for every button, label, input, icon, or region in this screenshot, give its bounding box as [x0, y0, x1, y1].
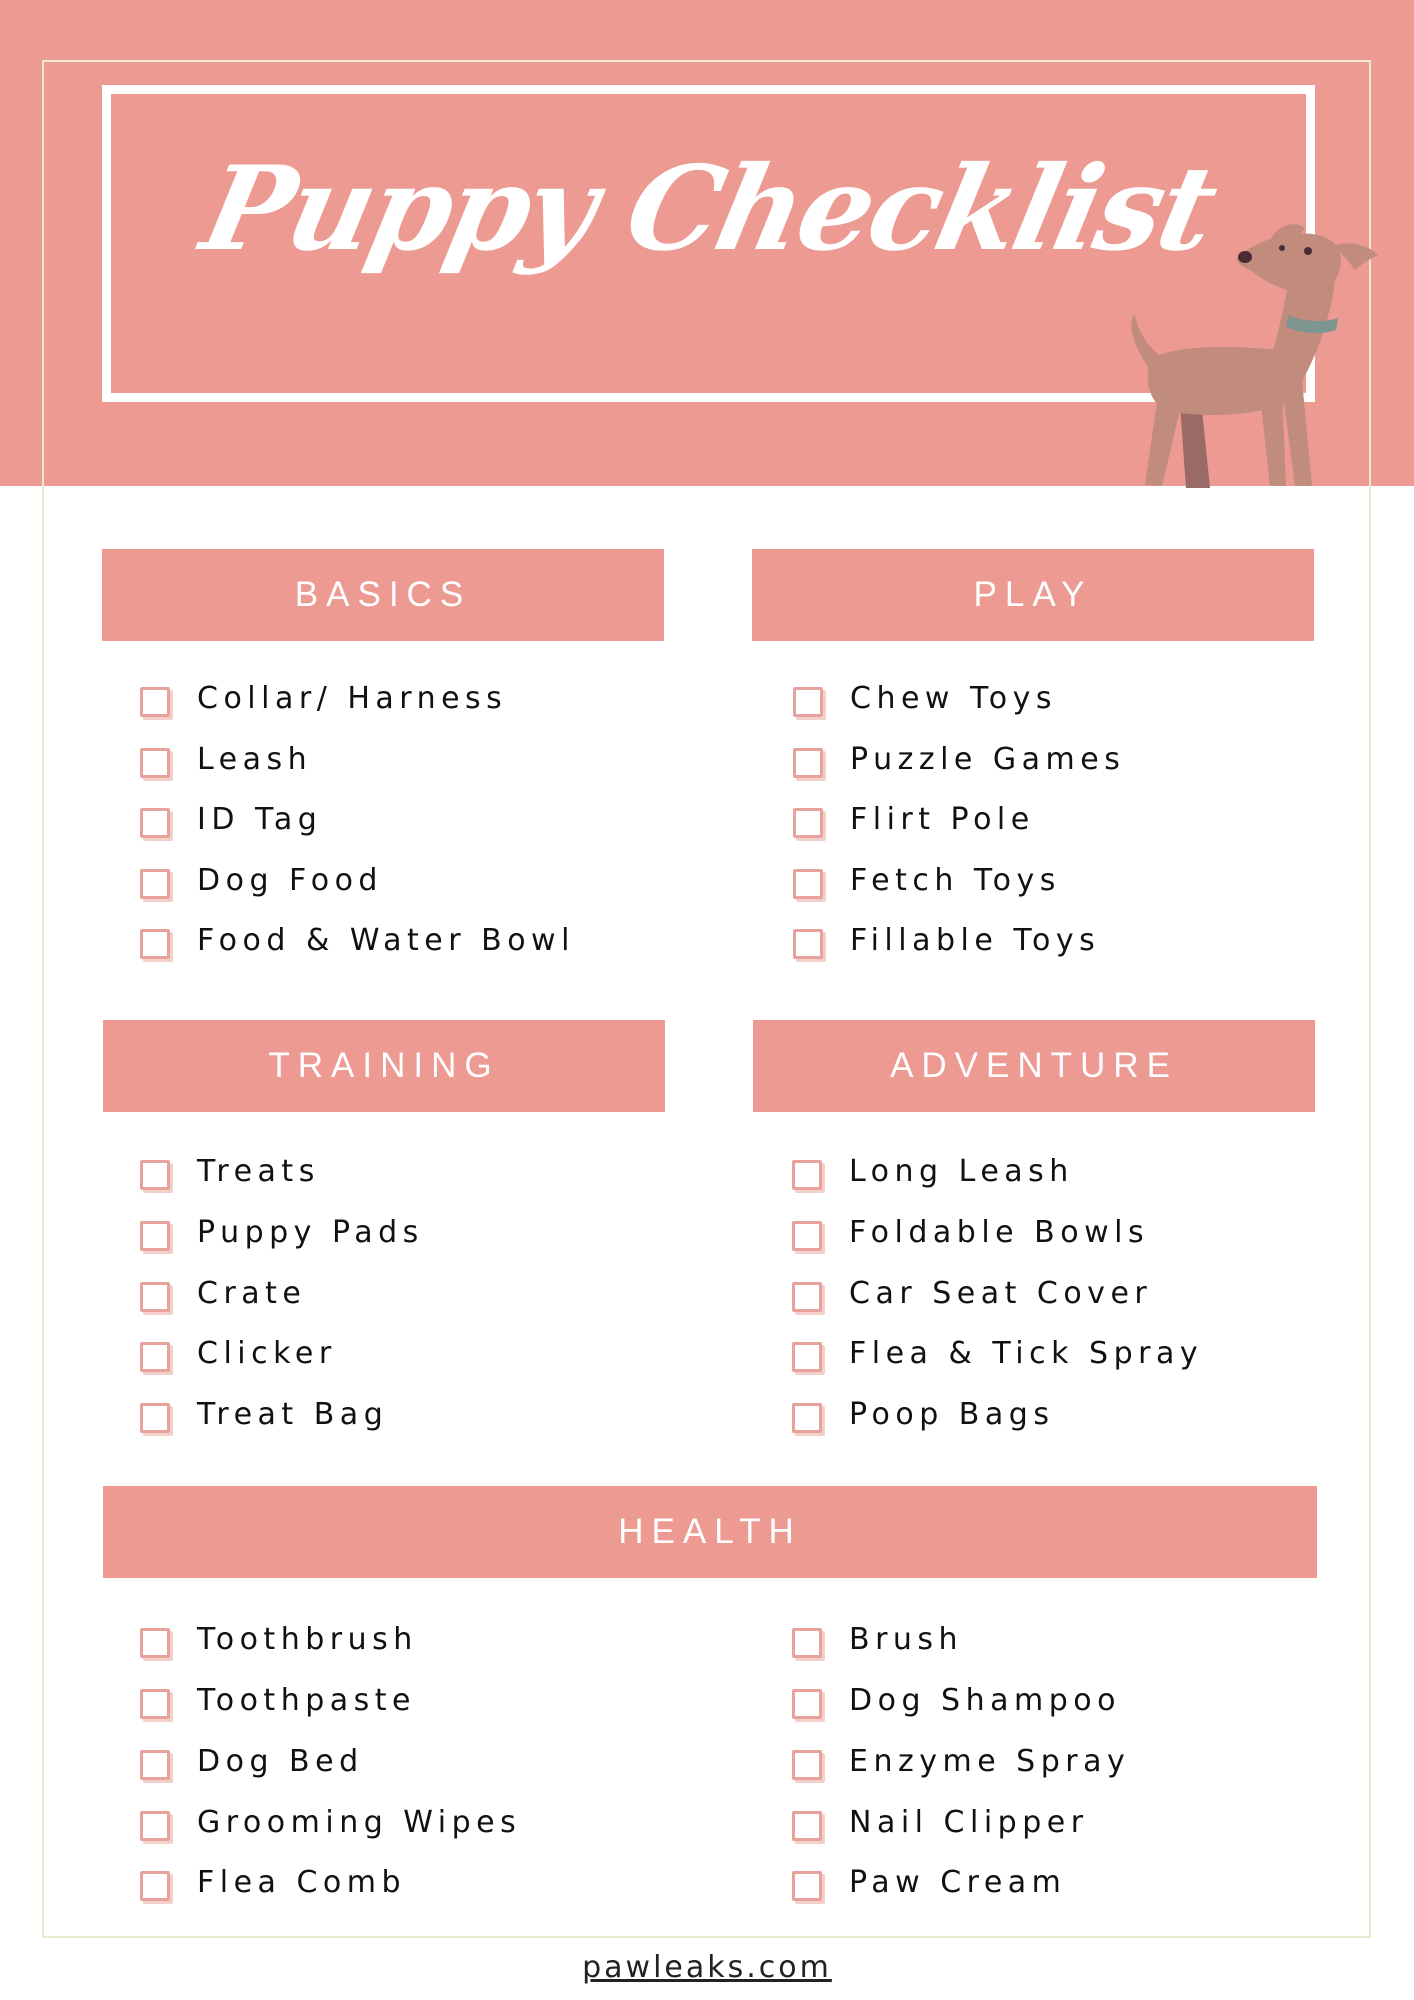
item-label: Crate: [197, 1275, 307, 1311]
checkbox[interactable]: [140, 1282, 170, 1312]
checklist-item[interactable]: [792, 1389, 1054, 1439]
item-label: Poop Bags: [849, 1396, 1055, 1432]
checklist-item[interactable]: [140, 1675, 416, 1725]
item-label: Long Leash: [849, 1153, 1074, 1189]
checkbox[interactable]: [140, 1811, 170, 1841]
checklist-item[interactable]: [792, 1207, 1149, 1257]
item-label: Enzyme Spray: [849, 1743, 1131, 1779]
item-label: Treat Bag: [197, 1396, 389, 1432]
item-label: Toothpaste: [197, 1682, 416, 1718]
section-title: ADVENTURE: [890, 1046, 1178, 1085]
item-label: Nail Clipper: [849, 1804, 1089, 1840]
checklist-item[interactable]: [140, 1614, 418, 1664]
item-label: Dog Food: [197, 862, 383, 898]
section-title: HEALTH: [618, 1512, 802, 1551]
item-label: Grooming Wipes: [197, 1804, 522, 1840]
item-label: Chew Toys: [850, 680, 1057, 716]
checkbox[interactable]: [140, 1221, 170, 1251]
checklist-item[interactable]: [792, 1857, 1066, 1907]
checkbox[interactable]: [792, 1689, 822, 1719]
checklist-item[interactable]: [140, 915, 575, 965]
checkbox[interactable]: [140, 1871, 170, 1901]
checklist-item[interactable]: [792, 1675, 1121, 1725]
section-title: TRAINING: [268, 1046, 500, 1085]
checkbox[interactable]: [792, 1871, 822, 1901]
page-title: Puppy Checklist: [191, 141, 1226, 277]
checklist-item[interactable]: [140, 1736, 364, 1786]
section-title: PLAY: [973, 575, 1093, 614]
item-label: Toothbrush: [197, 1621, 418, 1657]
checkbox[interactable]: [140, 748, 170, 778]
checklist-item[interactable]: [792, 1614, 963, 1664]
checkbox[interactable]: [792, 1403, 822, 1433]
checklist-item[interactable]: [793, 734, 1125, 784]
checklist-item[interactable]: [140, 1857, 406, 1907]
checklist-item[interactable]: [140, 1797, 521, 1847]
item-label: Fetch Toys: [850, 862, 1061, 898]
item-label: Treats: [197, 1153, 320, 1189]
section-header-adventure: [753, 1020, 1315, 1112]
checklist-item[interactable]: [793, 794, 1035, 844]
item-label: Leash: [197, 741, 313, 777]
item-label: Foldable Bowls: [849, 1214, 1150, 1250]
checkbox[interactable]: [792, 1282, 822, 1312]
checklist-item[interactable]: [792, 1268, 1152, 1318]
item-label: Flea & Tick Spray: [849, 1335, 1204, 1371]
checkbox[interactable]: [792, 1811, 822, 1841]
checklist-item[interactable]: [793, 673, 1057, 723]
checkbox[interactable]: [793, 929, 823, 959]
checklist-item[interactable]: [792, 1797, 1089, 1847]
item-label: Dog Shampoo: [849, 1682, 1121, 1718]
checkbox[interactable]: [793, 869, 823, 899]
item-label: ID Tag: [197, 801, 323, 837]
section-header-health: [103, 1486, 1317, 1578]
checklist-item[interactable]: [140, 794, 322, 844]
checkbox[interactable]: [792, 1750, 822, 1780]
item-label: Dog Bed: [197, 1743, 364, 1779]
checkbox[interactable]: [140, 1403, 170, 1433]
item-label: Clicker: [197, 1335, 337, 1371]
dog-icon: [1110, 220, 1395, 490]
item-label: Flea Comb: [197, 1864, 407, 1900]
item-label: Flirt Pole: [850, 801, 1035, 837]
checkbox[interactable]: [140, 1342, 170, 1372]
item-label: Paw Cream: [849, 1864, 1067, 1900]
checklist-item[interactable]: [140, 1268, 306, 1318]
checklist-item[interactable]: [140, 1389, 388, 1439]
item-label: Puzzle Games: [850, 741, 1126, 777]
checklist-item[interactable]: [793, 855, 1061, 905]
checkbox[interactable]: [140, 869, 170, 899]
checklist-item[interactable]: [140, 1146, 320, 1196]
checkbox[interactable]: [140, 1689, 170, 1719]
checklist-item[interactable]: [793, 915, 1100, 965]
item-label: Car Seat Cover: [849, 1275, 1153, 1311]
checkbox[interactable]: [792, 1342, 822, 1372]
section-header-training: [103, 1020, 665, 1112]
checkbox[interactable]: [793, 687, 823, 717]
checkbox[interactable]: [140, 1628, 170, 1658]
checkbox[interactable]: [140, 1750, 170, 1780]
checklist-item[interactable]: [140, 1328, 337, 1378]
item-label: Puppy Pads: [197, 1214, 424, 1250]
section-header-play: [752, 549, 1314, 641]
checklist-item[interactable]: [140, 855, 383, 905]
checkbox[interactable]: [793, 808, 823, 838]
checkbox[interactable]: [792, 1628, 822, 1658]
checklist-item[interactable]: [792, 1328, 1203, 1378]
item-label: Fillable Toys: [850, 922, 1101, 958]
checkbox[interactable]: [792, 1160, 822, 1190]
checklist-item[interactable]: [140, 734, 312, 784]
checkbox[interactable]: [140, 687, 170, 717]
checkbox[interactable]: [140, 1160, 170, 1190]
checkbox[interactable]: [140, 929, 170, 959]
item-label: Collar/ Harness: [197, 680, 508, 716]
item-label: Brush: [849, 1621, 964, 1657]
checkbox[interactable]: [793, 748, 823, 778]
footer-link[interactable]: pawleaks.com: [582, 1950, 832, 1985]
checkbox[interactable]: [792, 1221, 822, 1251]
item-label: Food & Water Bowl: [197, 922, 575, 958]
checklist-item[interactable]: [792, 1146, 1074, 1196]
section-header-basics: [102, 549, 664, 641]
checklist-item[interactable]: [792, 1736, 1130, 1786]
checklist-item[interactable]: [140, 673, 507, 723]
checklist-item[interactable]: [140, 1207, 424, 1257]
section-title: BASICS: [294, 575, 472, 614]
checkbox[interactable]: [140, 808, 170, 838]
